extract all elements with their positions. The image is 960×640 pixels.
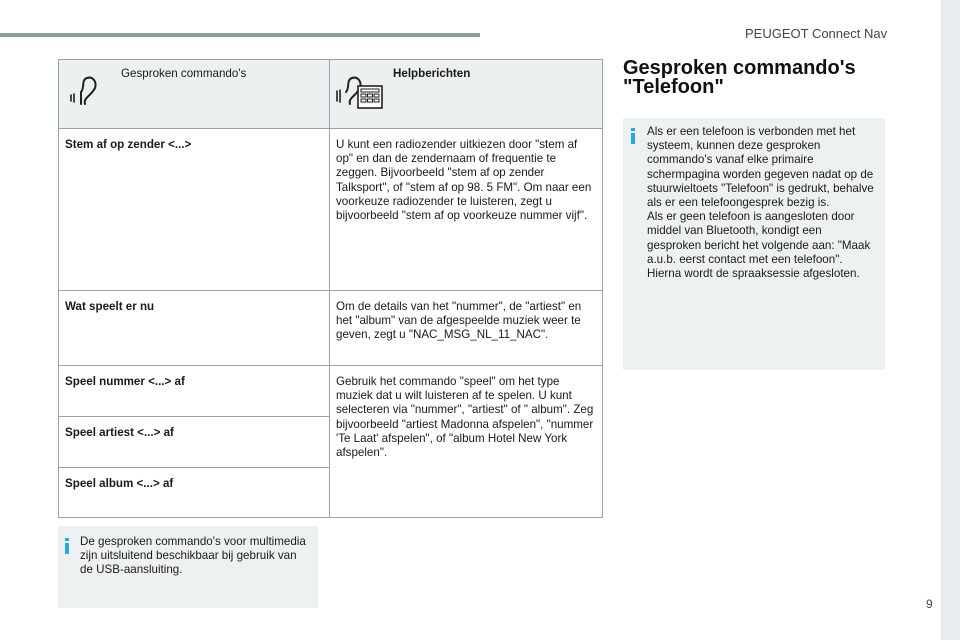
info-icon bbox=[631, 128, 635, 142]
help-cell bbox=[330, 366, 603, 518]
telephone-note-text: Als er een telefoon is verbonden met het systeem, kunnen deze gesproken commando's vanaf elke primaire schermpagina worden gegeven nadat op de stuurwieltoets "Telefoon" is gedrukt, behalve als er een telefoongesprek bezig is. Als er geen telefoon is aangesloten door middel van Bluetooth, kondigt een gesproken bericht het volgende aan: "Maak a.u.b. eerst contact met een telefoon". Hierna wordt de spraaksessie afgesloten. bbox=[647, 125, 874, 281]
help-cell bbox=[330, 291, 603, 366]
info-icon bbox=[65, 538, 69, 552]
section-title: Gesproken commando's "Telefoon" bbox=[623, 57, 856, 98]
command-cell bbox=[59, 129, 330, 291]
help-text: Om de details van het "nummer", de "artiest" en het "album" van de afgespeelde muziek weer te geven, zegt u "NAC_MSG_NL_11_NAC". bbox=[336, 300, 582, 342]
table-header-row bbox=[59, 60, 603, 129]
telephone-info-note bbox=[623, 118, 885, 370]
header-help-messages bbox=[330, 60, 603, 129]
help-text: Gebruik het commando "speel" om het type muziek dat u wilt luisteren af te spelen. U kunt selecteren via "nummer", "artiest" of " album". Zeg bijvoorbeeld "artiest Madonna afspelen", "nummer 'Te Laat' afspelen", of "album Hotel New York afspelen". bbox=[336, 375, 594, 460]
command-cell bbox=[59, 468, 330, 518]
usb-note-text: De gesproken commando's voor multimedia zijn uitsluitend beschikbaar bij gebruik van de USB-aansluiting. bbox=[80, 535, 306, 577]
command-label: Wat speelt er nu bbox=[65, 300, 155, 313]
command-label: Speel nummer <...> af bbox=[65, 375, 185, 388]
table-row bbox=[59, 366, 603, 417]
usb-info-note bbox=[58, 526, 318, 608]
voice-commands-table bbox=[58, 59, 603, 518]
command-cell bbox=[59, 291, 330, 366]
top-rule bbox=[0, 33, 480, 37]
help-cell bbox=[330, 129, 603, 291]
command-label: Stem af op zender <...> bbox=[65, 138, 192, 151]
header-col2-label: Helpberichten bbox=[393, 67, 471, 80]
margin-strip bbox=[941, 0, 960, 640]
command-label: Speel album <...> af bbox=[65, 477, 174, 490]
page-number: 9 bbox=[926, 597, 933, 611]
table-row bbox=[59, 129, 603, 291]
header-voice-commands bbox=[59, 60, 330, 129]
header-col1-label: Gesproken commando's bbox=[121, 67, 247, 80]
command-label: Speel artiest <...> af bbox=[65, 426, 174, 439]
table-row bbox=[59, 291, 603, 366]
command-cell bbox=[59, 417, 330, 468]
help-messages-icon bbox=[336, 74, 384, 114]
command-cell bbox=[59, 366, 330, 417]
voice-command-icon bbox=[69, 74, 105, 114]
running-head: PEUGEOT Connect Nav bbox=[745, 26, 888, 41]
help-text: U kunt een radiozender uitkiezen door "stem af op" en dan de zendernaam of frequentie te zeggen. Bijvoorbeeld "stem af op zender Talksport", of "stem af op 98. 5 FM". Om naar een voorkeuze radiozender te luisteren, zegt u bijvoorbeeld "stem af op voorkeuze nummer vijf". bbox=[336, 138, 592, 223]
